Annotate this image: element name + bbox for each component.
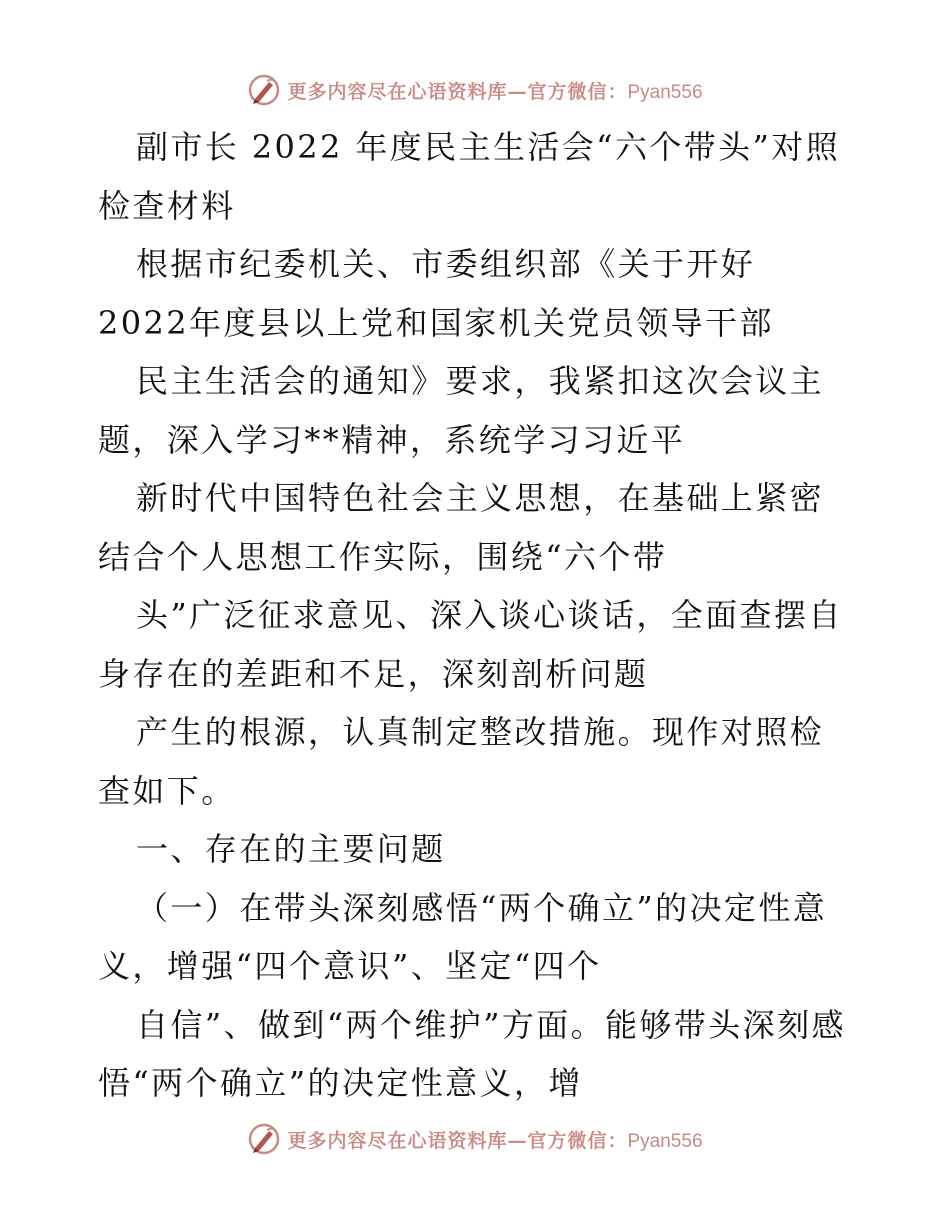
paragraph: 新时代中国特色社会主义思想，在基础上紧密结合个人思想工作实际，围绕“六个带 — [98, 479, 825, 576]
document-body — [98, 118, 858, 1113]
pen-logo-icon — [247, 73, 281, 107]
watermark-id: Pyan556 — [627, 1130, 703, 1152]
paragraph: 民主生活会的通知》要求，我紧扣这次会议主题，深入学习**精神，系统学习习近平 — [98, 362, 825, 459]
pen-logo-icon — [247, 1122, 281, 1156]
watermark-text: 更多内容尽在心语资料库—官方微信： — [287, 1129, 628, 1152]
document-title: 副市长 2022 年度民主生活会“六个带头”对照检查材料 — [98, 128, 841, 225]
paragraph: 根据市纪委机关、市委组织部《关于开好 2022年度县以上党和国家机关党员领导干部 — [98, 245, 774, 342]
watermark-id: Pyan556 — [627, 81, 703, 103]
watermark-footer — [0, 1119, 950, 1159]
paragraph: 自信”、做到“两个维护”方面。能够带头深刻感悟“两个确立”的决定性意义，增 — [98, 1005, 846, 1102]
section-heading: 一、存在的主要问题 — [136, 830, 446, 868]
paragraph: （一）在带头深刻感悟“两个确立”的决定性意义，增强“四个意识”、坚定“四个 — [98, 888, 828, 985]
paragraph: 头”广泛征求意见、深入谈心谈话，全面查摆自身存在的差距和不足，深刻剖析问题 — [98, 596, 843, 693]
watermark-text: 更多内容尽在心语资料库—官方微信： — [287, 80, 628, 103]
watermark-header — [0, 70, 950, 110]
paragraph: 产生的根源，认真制定整改措施。现作对照检查如下。 — [98, 713, 825, 810]
